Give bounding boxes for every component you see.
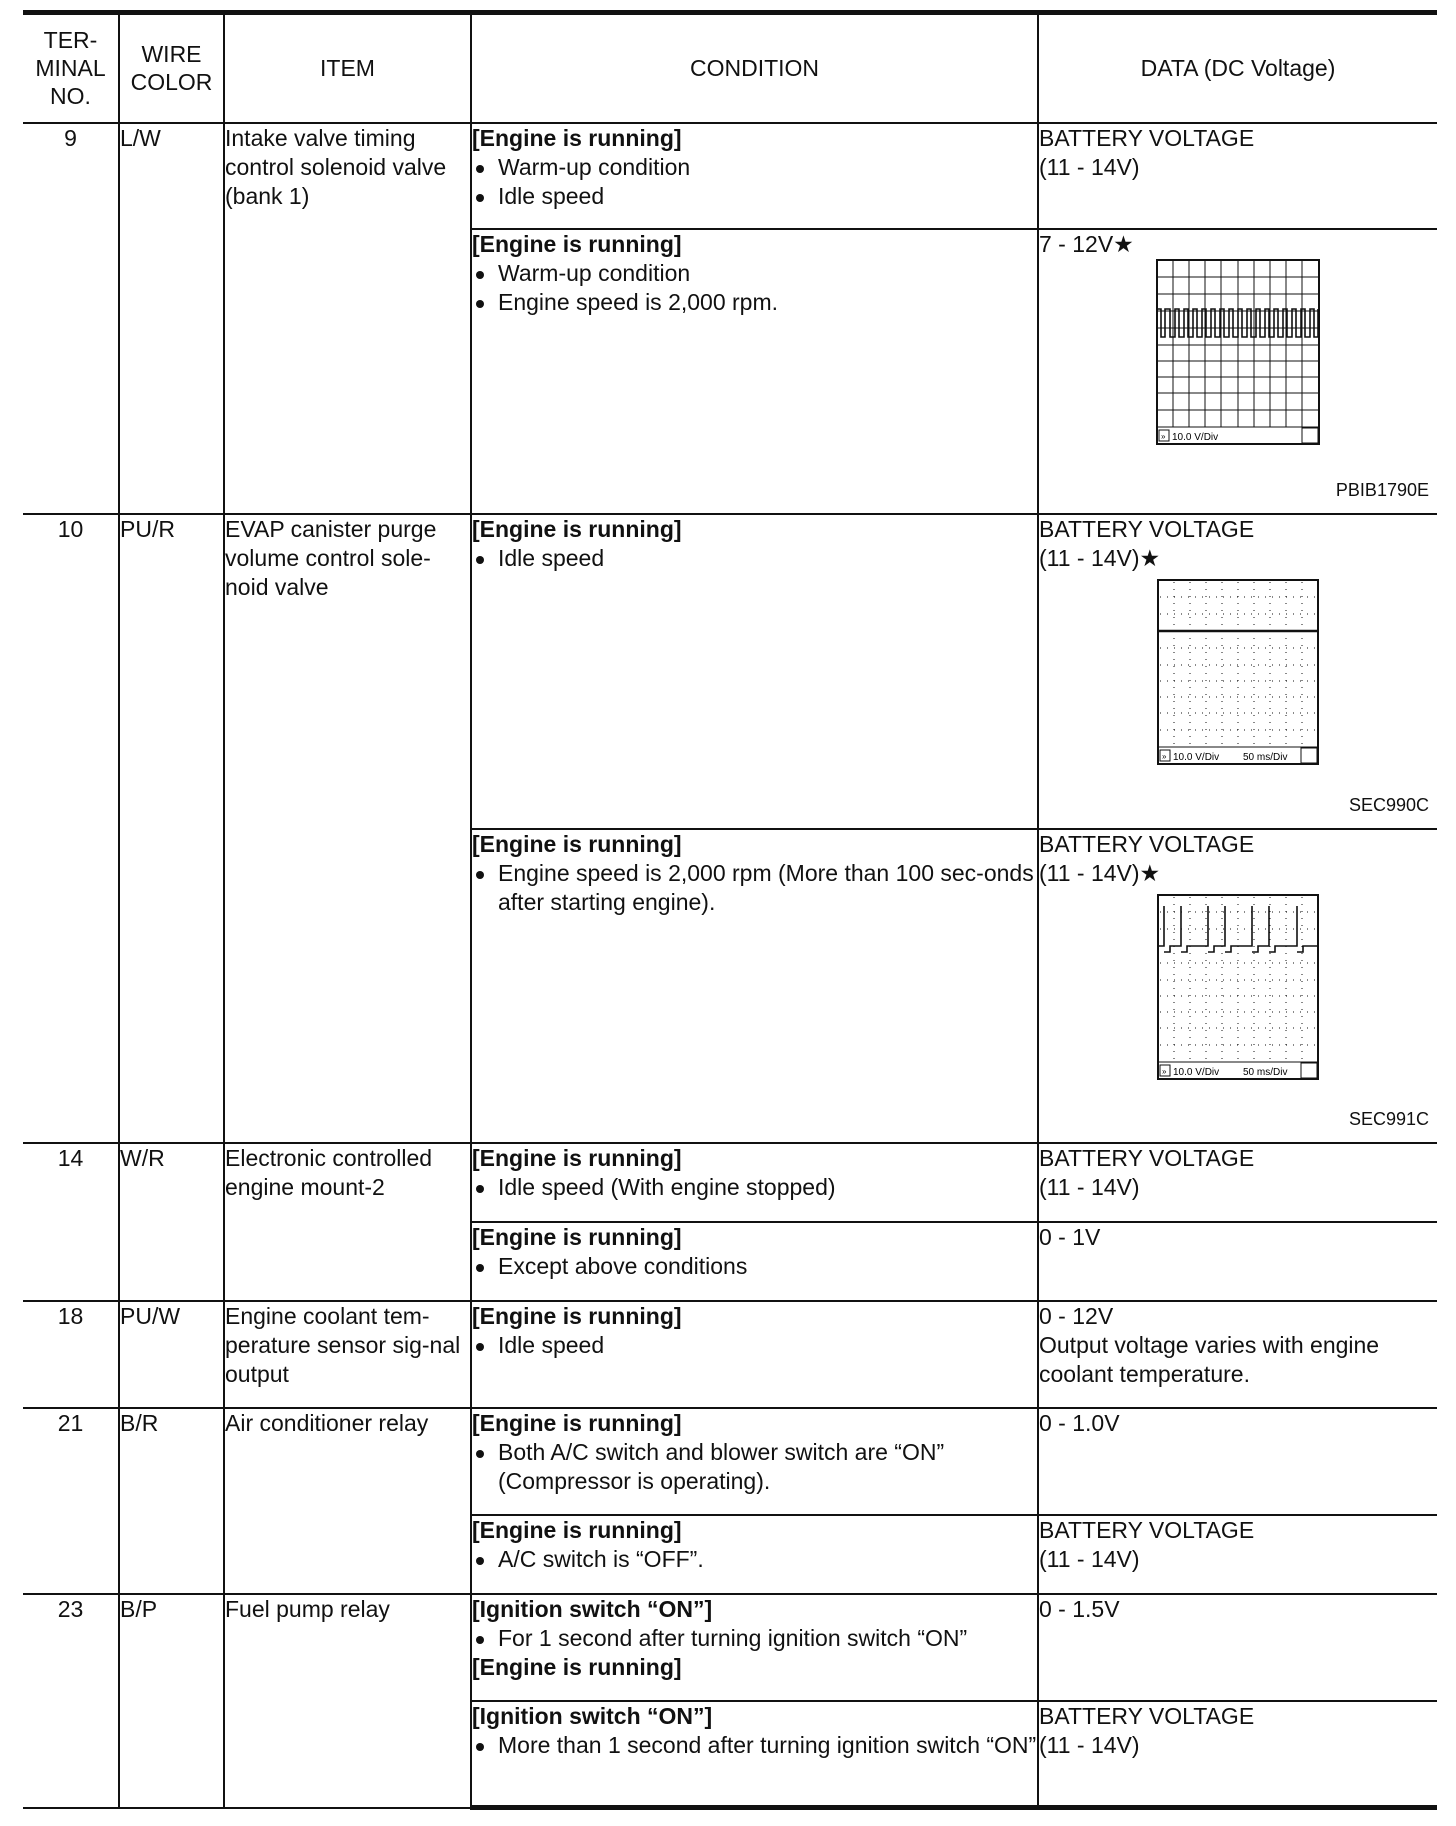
waveform-time-label: 50 ms/Div: [1243, 751, 1288, 763]
condition-title: [Engine is running]: [472, 1516, 682, 1543]
condition-bullet: Idle speed: [472, 182, 1037, 211]
item-name: Engine coolant tem-perature sensor sig-nal output: [224, 1301, 471, 1408]
item-name: Intake valve timing control solenoid valve (bank 1): [224, 123, 471, 514]
data-range: (11 - 14V): [1039, 1731, 1140, 1758]
data-value: BATTERY VOLTAGE: [1039, 1144, 1255, 1171]
condition-bullet: Idle speed: [472, 544, 1037, 573]
condition-cell: [471, 1701, 1038, 1808]
waveform-time-label: 50 ms/Div: [1243, 1066, 1288, 1078]
header-wire-color: WIRE COLOR: [119, 13, 224, 123]
condition-cell: [471, 829, 1038, 1143]
data-cell: [1038, 1515, 1437, 1594]
condition-title: [Engine is running]: [472, 515, 682, 542]
item-name: Air conditioner relay: [224, 1408, 471, 1594]
table-row: [23, 514, 1437, 829]
condition-cell: [471, 1408, 1038, 1515]
header-item: ITEM: [224, 13, 471, 123]
wire-color: PU/W: [119, 1301, 224, 1408]
condition-bullet: Engine speed is 2,000 rpm (More than 100 sec-onds after starting engine).: [472, 859, 1037, 917]
condition-bullet: Idle speed: [472, 1331, 1037, 1360]
data-value: 0 - 1.5V: [1039, 1595, 1120, 1622]
condition-bullet: Warm-up condition: [472, 153, 1037, 182]
terminal-no: 9: [23, 123, 119, 514]
condition-bullet: Both A/C switch and blower switch are “ON” (Compressor is operating).: [472, 1438, 1037, 1496]
condition-title: [Engine is running]: [472, 230, 682, 257]
data-cell: [1038, 829, 1437, 1143]
header-data: DATA (DC Voltage): [1038, 13, 1437, 123]
condition-title: [Engine is running]: [472, 830, 682, 857]
data-value: BATTERY VOLTAGE: [1039, 830, 1255, 857]
svg-text:»: »: [1162, 1066, 1167, 1076]
condition-title: [Engine is running]: [472, 1302, 682, 1329]
wire-color: PU/R: [119, 514, 224, 1143]
header-row: [23, 13, 1437, 123]
condition-cell: [471, 1143, 1038, 1222]
data-note: Output voltage varies with engine coolant temperature.: [1039, 1331, 1380, 1387]
data-cell: [1038, 1701, 1437, 1808]
oscilloscope-waveform-pbib1790e: [1156, 259, 1320, 445]
table-row: [23, 123, 1437, 229]
data-value: 0 - 12V: [1039, 1302, 1114, 1329]
item-name: Fuel pump relay: [224, 1594, 471, 1808]
figure-code: SEC991C: [1348, 1108, 1429, 1129]
condition-bullet: More than 1 second after turning ignition switch “ON”: [472, 1731, 1037, 1760]
terminal-no: 23: [23, 1594, 119, 1808]
condition-cell: [471, 1301, 1038, 1408]
figure-code: PBIB1790E: [1335, 479, 1429, 500]
data-range: (11 - 14V): [1039, 1173, 1140, 1200]
condition-title: [Engine is running]: [472, 1144, 682, 1171]
condition-title: [Engine is running]: [472, 1223, 682, 1250]
condition-cell: [471, 229, 1038, 514]
header-terminal-no: TER- MINAL NO.: [23, 13, 119, 123]
data-cell: [1038, 1143, 1437, 1222]
data-cell: [1038, 1408, 1437, 1515]
data-value: BATTERY VOLTAGE: [1039, 1516, 1255, 1543]
data-cell: [1038, 1222, 1437, 1301]
waveform-scale-label: 10.0 V/Div: [1173, 751, 1220, 763]
condition-cell: [471, 514, 1038, 829]
svg-text:»: »: [1162, 751, 1167, 761]
condition-bullet: For 1 second after turning ignition switch “ON”: [472, 1624, 1037, 1653]
terminal-no: 10: [23, 514, 119, 1143]
item-name: Electronic controlled engine mount-2: [224, 1143, 471, 1301]
wire-color: W/R: [119, 1143, 224, 1301]
condition-bullet: Engine speed is 2,000 rpm.: [472, 288, 1037, 317]
data-range: (11 - 14V): [1039, 153, 1140, 180]
condition-title: [Engine is running]: [472, 1409, 682, 1436]
terminal-no: 18: [23, 1301, 119, 1408]
terminal-no: 21: [23, 1408, 119, 1594]
data-cell: [1038, 1301, 1437, 1408]
condition-cell: [471, 1515, 1038, 1594]
table-row: [23, 1408, 1437, 1515]
data-cell: [1038, 229, 1437, 514]
oscilloscope-waveform-sec990c: [1157, 579, 1319, 765]
data-range: (11 - 14V): [1039, 1545, 1140, 1572]
condition-bullet: Idle speed (With engine stopped): [472, 1173, 1037, 1202]
condition-title: [Engine is running]: [472, 124, 682, 151]
waveform-scale-label: 10.0 V/Div: [1172, 431, 1219, 443]
condition-bullet: Warm-up condition: [472, 259, 1037, 288]
data-value: BATTERY VOLTAGE: [1039, 515, 1255, 542]
condition-bullet: Except above conditions: [472, 1252, 1037, 1281]
condition-title: [Ignition switch “ON”]: [472, 1595, 713, 1622]
data-range: (11 - 14V)★: [1039, 544, 1161, 571]
terminal-no: 14: [23, 1143, 119, 1301]
data-value: BATTERY VOLTAGE: [1039, 124, 1255, 151]
figure-code: SEC990C: [1348, 794, 1429, 815]
data-value: 0 - 1V: [1039, 1223, 1101, 1250]
data-value: 0 - 1.0V: [1039, 1409, 1120, 1436]
data-cell: [1038, 1594, 1437, 1701]
waveform-scale-label: 10.0 V/Div: [1173, 1066, 1220, 1078]
data-cell: [1038, 123, 1437, 229]
condition-title: [Engine is running]: [472, 1653, 682, 1680]
wire-color: B/P: [119, 1594, 224, 1808]
data-value: 7 - 12V★: [1039, 230, 1134, 257]
condition-title: [Ignition switch “ON”]: [472, 1702, 713, 1729]
wire-color: L/W: [119, 123, 224, 514]
condition-cell: [471, 123, 1038, 229]
wire-color: B/R: [119, 1408, 224, 1594]
item-name: EVAP canister purge volume control sole-noid valve: [224, 514, 471, 1143]
condition-bullet: A/C switch is “OFF”.: [472, 1545, 1037, 1574]
terminal-data-table: [23, 10, 1437, 1810]
condition-cell: [471, 1222, 1038, 1301]
data-cell: [1038, 514, 1437, 829]
table-row: [23, 1301, 1437, 1408]
data-range: (11 - 14V)★: [1039, 859, 1161, 886]
table-row: [23, 1594, 1437, 1701]
svg-text:»: »: [1161, 431, 1166, 441]
condition-cell: [471, 1594, 1038, 1701]
header-condition: CONDITION: [471, 13, 1038, 123]
table-row: [23, 1143, 1437, 1222]
oscilloscope-waveform-sec991c: [1157, 894, 1319, 1080]
data-value: BATTERY VOLTAGE: [1039, 1702, 1255, 1729]
